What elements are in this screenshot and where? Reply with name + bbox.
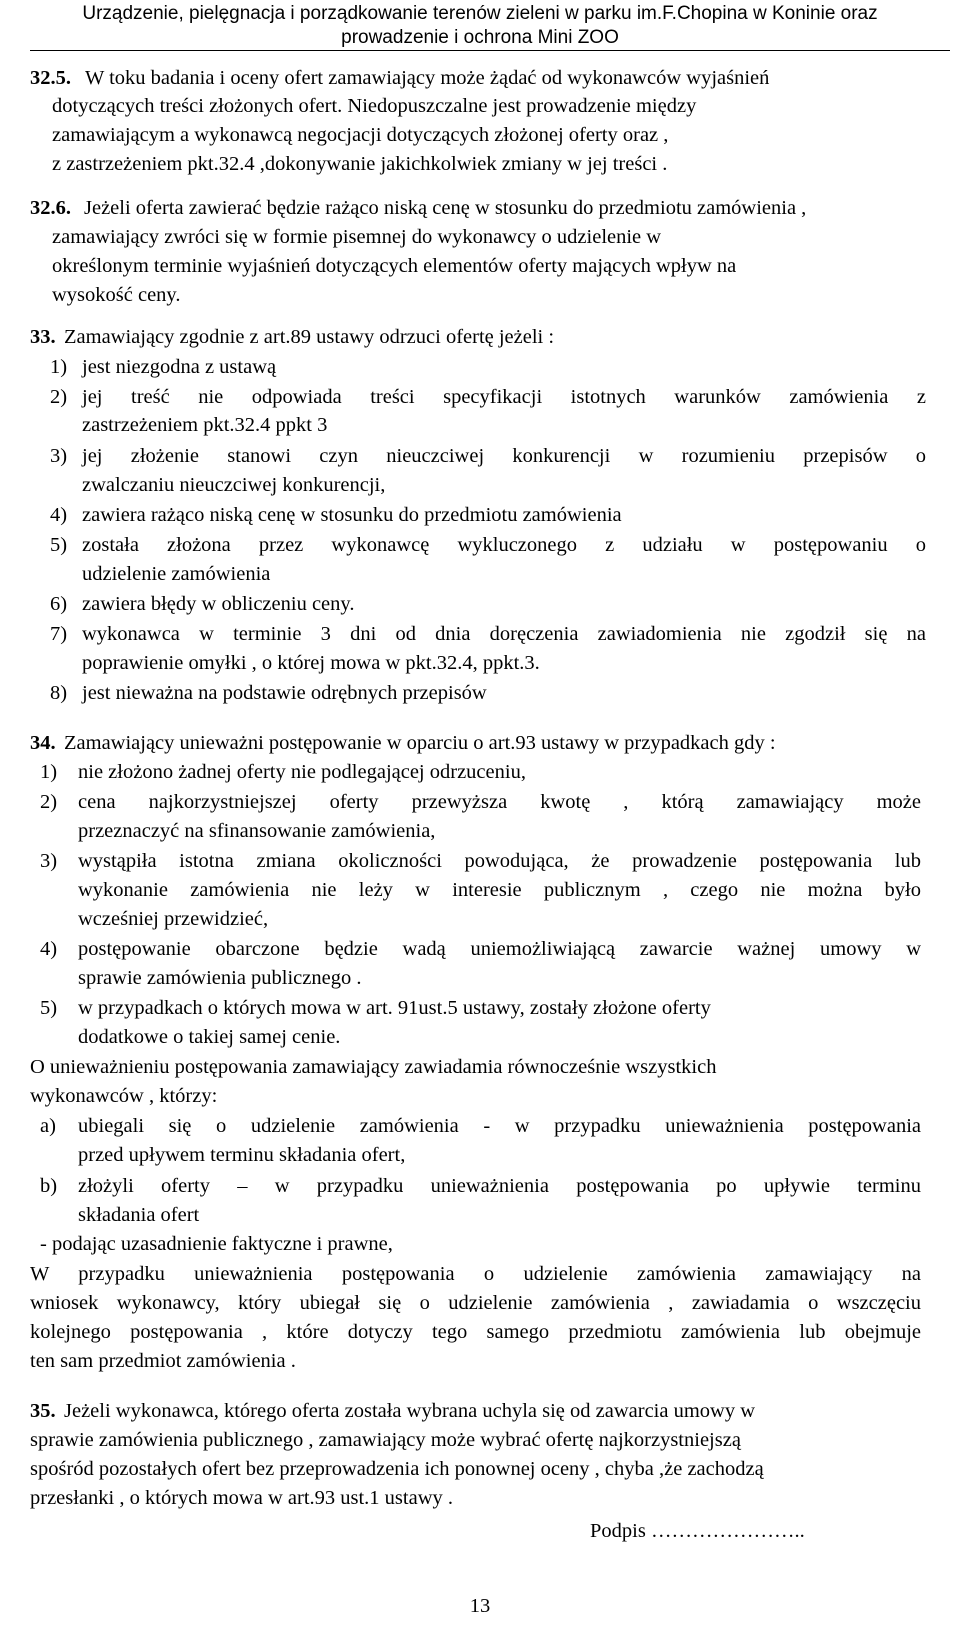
section-32-6-line: Jeżeli oferta zawierać będzie rażąco niską cenę w stosunku do przedmiotu zamówienia ,: [84, 197, 807, 219]
list-item-number: 8): [50, 682, 68, 704]
list-item-continuation: udzielenie zamówienia: [82, 563, 271, 585]
section-32-6-line: wysokość ceny.: [52, 284, 181, 306]
notice-line: O unieważnieniu postępowania zamawiający zawiadamia równocześnie wszystkich: [30, 1056, 717, 1078]
section-35-number: 35.: [30, 1400, 56, 1422]
signature-line: Podpis …………………..: [590, 1520, 805, 1542]
paragraph-line: ten sam przedmiot zamówienia .: [30, 1350, 296, 1372]
section-35-line: sprawie zamówienia publicznego , zamawiający może wybrać ofertę najkorzystniejszą: [30, 1429, 741, 1451]
list-item: postępowanie obarczone będzie wadą uniemożliwiającą zawarcie ważnej umowy w: [78, 938, 921, 960]
sub-item-continuation: składania ofert: [78, 1204, 200, 1226]
list-item-number: 5): [50, 534, 68, 556]
sub-item-letter: b): [40, 1175, 58, 1197]
list-item: jej treść nie odpowiada treści specyfikacji istotnych warunków zamówienia z: [82, 386, 926, 408]
list-item-continuation: wcześniej przewidzieć,: [78, 908, 269, 930]
list-item: nie złożono żadnej oferty nie podlegającej odrzuceniu,: [78, 761, 526, 783]
section-34-intro: Zamawiający unieważni postępowanie w oparciu o art.93 ustawy w przypadkach gdy :: [64, 732, 776, 754]
sub-item-letter: a): [40, 1115, 56, 1137]
list-item: jej złożenie stanowi czyn nieuczciwej konkurencji w rozumieniu przepisów o: [82, 445, 926, 467]
list-item-number: 6): [50, 593, 68, 615]
list-item: jest nieważna na podstawie odrębnych przepisów: [82, 682, 487, 704]
section-32-6-line: zamawiający zwróci się w formie pisemnej do wykonawcy o udzielenie w: [52, 226, 662, 248]
page-number: 13: [469, 1595, 491, 1617]
section-32-6-number: 32.6.: [30, 197, 71, 219]
section-32-5-line: W toku badania i oceny ofert zamawiający może żądać od wykonawców wyjaśnień: [85, 67, 770, 89]
section-35-line: spośród pozostałych ofert bez przeprowadzenia ich ponownej oceny , chyba ,że zachodzą: [30, 1458, 764, 1480]
list-item-number: 7): [50, 623, 68, 645]
list-item: została złożona przez wykonawcę wykluczonego z udziału w postępowaniu o: [82, 534, 926, 556]
section-32-5-number: 32.5.: [30, 67, 71, 89]
list-item-number: 3): [50, 445, 68, 467]
paragraph-line: W przypadku unieważnienia postępowania o udzielenie zamówienia zamawiający na: [30, 1263, 921, 1285]
list-item-number: 2): [50, 386, 68, 408]
list-item-number: 3): [40, 850, 58, 872]
list-item-continuation: sprawie zamówienia publicznego .: [78, 967, 362, 989]
sub-item: ubiegali się o udzielenie zamówienia - w przypadku unieważnienia postępowania: [78, 1115, 921, 1137]
section-32-5-line: z zastrzeżeniem pkt.32.4 ,dokonywanie jakichkolwiek zmiany w jej treści .: [52, 153, 668, 175]
list-item-number: 1): [40, 761, 58, 783]
sub-item-continuation: przed upływem terminu składania ofert,: [78, 1144, 406, 1166]
header-line-1: Urządzenie, pielęgnacja i porządkowanie terenów zieleni w parku im.F.Chopina w Koninie oraz: [82, 3, 878, 24]
list-item: wystąpiła istotna zmiana okoliczności powodująca, że prowadzenie postępowania lub: [78, 850, 921, 872]
section-32-5-line: zamawiającym a wykonawcą negocjacji dotyczących złożonej oferty oraz ,: [52, 124, 669, 146]
list-item: zawiera błędy w obliczeniu ceny.: [82, 593, 355, 615]
list-item-number: 4): [40, 938, 58, 960]
section-33-intro: Zamawiający zgodnie z art.89 ustawy odrzuci ofertę jeżeli :: [64, 326, 555, 348]
list-item-continuation: zastrzeżeniem pkt.32.4 ppkt 3: [82, 414, 328, 436]
list-item-number: 5): [40, 997, 58, 1019]
list-item-continuation: poprawienie omyłki , o której mowa w pkt.32.4, ppkt.3.: [82, 652, 540, 674]
list-item: zawiera rażąco niską cenę w stosunku do przedmiotu zamówienia: [82, 504, 622, 526]
paragraph-line: kolejnego postępowania , które dotyczy tego samego przedmiotu zamówienia lub obejmuje: [30, 1321, 921, 1343]
section-35-line: przesłanki , o których mowa w art.93 ust.1 ustawy .: [30, 1487, 454, 1509]
paragraph-line: wniosek wykonawcy, który ubiegał się o udzielenie zamówienia , zawiadamia o wszczęciu: [30, 1292, 921, 1314]
list-item-continuation: przeznaczyć na sfinansowanie zamówienia,: [78, 820, 436, 842]
notice-line: wykonawców , którzy:: [30, 1085, 218, 1107]
list-item-number: 1): [50, 356, 68, 378]
list-item: wykonawca w terminie 3 dni od dnia doręczenia zawiadomienia nie zgodził się na: [82, 623, 926, 645]
list-item: cena najkorzystniejszej oferty przewyższa kwotę , którą zamawiający może: [78, 791, 921, 813]
list-item: jest niezgodna z ustawą: [82, 356, 277, 378]
section-34-number: 34.: [30, 732, 56, 754]
section-32-6-line: określonym terminie wyjaśnień dotyczących elementów oferty mających wpływ na: [52, 255, 737, 277]
sub-item: złożyli oferty – w przypadku unieważnienia postępowania po upływie terminu: [78, 1175, 921, 1197]
page-header: [0, 0, 960, 50]
dash-line: - podając uzasadnienie faktyczne i prawne,: [40, 1233, 393, 1255]
list-item: w przypadkach o których mowa w art. 91ust.5 ustawy, zostały złożone oferty: [78, 997, 711, 1019]
list-item-continuation: dodatkowe o takiej samej cenie.: [78, 1026, 341, 1048]
list-item-number: 2): [40, 791, 58, 813]
section-33-number: 33.: [30, 326, 56, 348]
header-line-2: prowadzenie i ochrona Mini ZOO: [341, 27, 619, 48]
list-item-continuation: zwalczaniu nieuczciwej konkurencji,: [82, 474, 386, 496]
section-32-5-line: dotyczących treści złożonych ofert. Niedopuszczalne jest prowadzenie między: [52, 95, 697, 117]
list-item-continuation: wykonanie zamówienia nie leży w interesie publicznym , czego nie można było: [78, 879, 921, 901]
header-rule: [30, 50, 950, 51]
section-35-line: Jeżeli wykonawca, którego oferta została wybrana uchyla się od zawarcia umowy w: [64, 1400, 756, 1422]
list-item-number: 4): [50, 504, 68, 526]
